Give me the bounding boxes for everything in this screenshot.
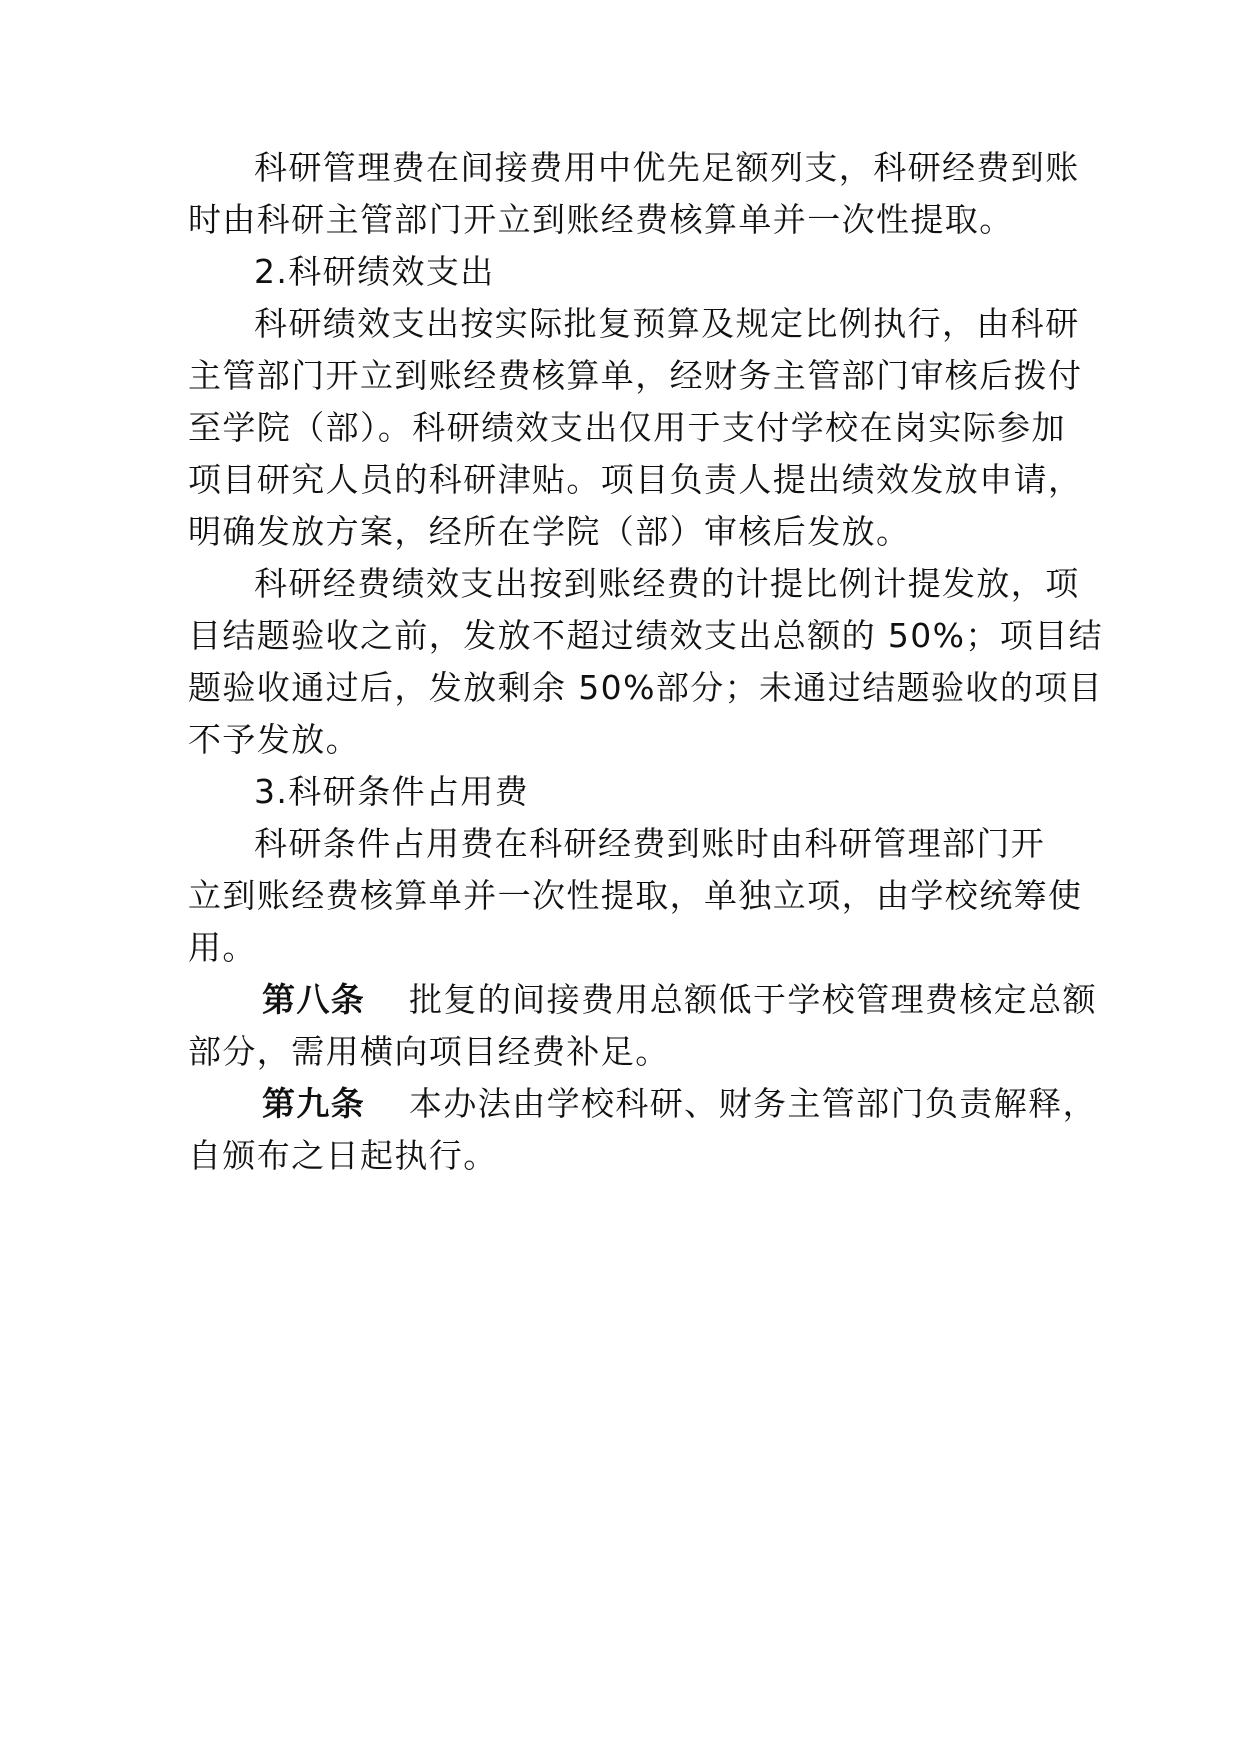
section-heading: 2.科研绩效支出 [254,252,495,291]
paragraph-line: 科研管理费在间接费用中优先足额列支，科研经费到账 [254,148,1080,187]
paragraph-line: 不予发放。 [188,720,360,759]
paragraph-line: 时由科研主管部门开立到账经费核算单并一次性提取。 [188,200,1014,239]
article-9-text: 本办法由学校科研、财务主管部门负责解释， [408,1084,1097,1123]
paragraph-line: 用。 [188,928,257,967]
article-9-continuation: 自颁布之日起执行。 [188,1136,498,1175]
article-8-text: 批复的间接费用总额低于学校管理费核定总额 [408,980,1097,1019]
paragraph-line: 至学院（部）。科研绩效支出仅用于支付学校在岗实际参加 [188,408,1066,447]
paragraph-line: 主管部门开立到账经费核算单，经财务主管部门审核后拨付 [188,356,1083,395]
article-9-heading: 第九条 [262,1084,366,1123]
article-8 [262,980,1097,1020]
section-heading: 3.科研条件占用费 [254,772,530,811]
paragraph-line: 立到账经费核算单并一次性提取，单独立项，由学校统筹使 [188,876,1083,915]
article-8-heading: 第八条 [262,980,366,1019]
article-9 [262,1084,1097,1124]
paragraph-line: 科研经费绩效支出按到账经费的计提比例计提发放，项 [254,564,1080,603]
paragraph-line: 科研条件占用费在科研经费到账时由科研管理部门开 [254,824,1046,863]
paragraph-line: 项目研究人员的科研津贴。项目负责人提出绩效发放申请， [188,460,1083,499]
paragraph-line: 科研绩效支出按实际批复预算及规定比例执行，由科研 [254,304,1080,343]
paragraph-line: 明确发放方案，经所在学院（部）审核后发放。 [188,512,911,551]
article-8-continuation: 部分，需用横向项目经费补足。 [188,1032,670,1071]
paragraph-line: 目结题验收之前，发放不超过绩效支出总额的 50%；项目结 [188,616,1104,655]
paragraph-line: 题验收通过后，发放剩余 50%部分；未通过结题验收的项目 [188,668,1104,707]
